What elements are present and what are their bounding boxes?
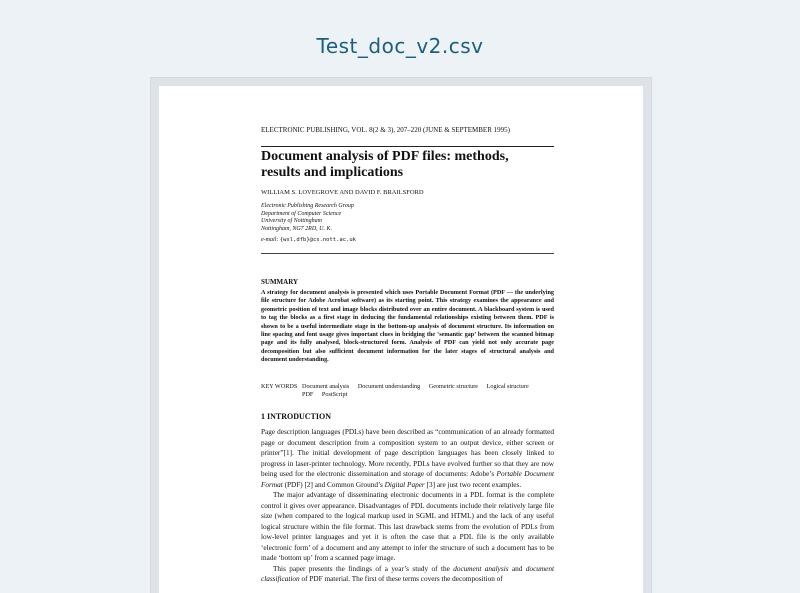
summary-rule xyxy=(261,253,554,254)
affiliation-line: Nottingham, NG7 2RD, U. K. xyxy=(261,225,333,232)
keyword: PostScript xyxy=(321,391,348,398)
email xyxy=(261,237,356,243)
affiliation-line: University of Nottingham xyxy=(261,218,322,224)
document-viewer[interactable] xyxy=(150,77,652,593)
keyword: Geometric structure xyxy=(428,383,479,390)
keywords xyxy=(261,383,536,399)
title-line-2: results and implications xyxy=(261,165,404,180)
keyword: Document analysis xyxy=(302,383,350,390)
affiliation-line: Department of Computer Science xyxy=(261,210,342,217)
authors: WILLIAM S. LOVEGROVE AND DAVID F. BRAILSFORD xyxy=(261,189,424,196)
paragraph: Page description languages (PDLs) have been described as “communication of an already formatted page or document description from a composition system to an output device, either screen or printer”[1]. The initial development of page description languages has been closely linked to progress in laser-printer technology. More recently, PDLs have evolved further so that they are now being used for the electronic dissemination and storage of documents: Adobe’s Portable Document Format (PDF) [2] and Common Ground’s Digital Paper [3] are just two recent examples. xyxy=(261,428,555,489)
keyword: PDF xyxy=(302,391,314,398)
affiliation xyxy=(261,203,354,233)
keywords-label: KEY WORDS xyxy=(261,383,298,390)
paragraph: The major advantage of disseminating electronic documents in a PDL format is the complete control it gives over appearance. Disadvantages of PDL documents include their relatively large file size (when compared to the logical markup used in SGML and HTML) and the lack of any useful logical structure within the file format. This last drawback stems from the evolution of PDLs from low-level printer languages and yet it is often the case that a PDL file is the only available ‘electronic form’ of a document and any attempt to infer the structure of such a document has to be made ‘bottom up’ from a scanned page image. xyxy=(261,491,554,562)
paper-title xyxy=(261,149,509,181)
keyword: Document understanding xyxy=(357,383,421,390)
email-address: {wsl,dfb}@cs.nott.ac.uk xyxy=(279,237,356,243)
affiliation-line: Electronic Publishing Research Group xyxy=(261,203,354,209)
document-page xyxy=(159,86,643,593)
keywords-values xyxy=(302,383,536,399)
title-line-1: Document analysis of PDF files: methods, xyxy=(261,149,509,164)
file-title: Test_doc_v2.csv xyxy=(316,34,484,58)
email-label: e-mail: xyxy=(261,237,279,243)
summary-heading: SUMMARY xyxy=(261,278,299,286)
section-heading: 1 INTRODUCTION xyxy=(261,412,332,421)
header-rule xyxy=(261,146,554,147)
summary-text: A strategy for document analysis is presented which uses Portable Document Format (PDF — the underlying file structure for Adobe Acrobat software) as its starting point. This strategy examines the appearance and geometric position of text and image blocks distributed over an entire document. A blackboard system is used to tag the blocks as a first stage in deducing the fundamental relationships existing between them. PDF is shown to be a useful intermediate stage in the bottom-up analysis of document structure. Its information on line spacing and font usage gives important clues in bridging the ‘semantic gap’ between the scanned bitmap page and its fully analysed, block-structured form. Analysis of PDF can yield not only accurate page decomposition but also sufficient document information for the later stages of structural analysis and document understanding. xyxy=(261,289,554,364)
journal-header: ELECTRONIC PUBLISHING, VOL. 8(2 & 3), 207–220 (JUNE & SEPTEMBER 1995) xyxy=(261,126,510,134)
body-text xyxy=(261,427,554,585)
keyword: Logical structure xyxy=(486,383,529,390)
paragraph: This paper presents the findings of a year’s study of the document analysis and document classification of PDF material. The first of these terms covers the decomposition of xyxy=(261,564,555,583)
